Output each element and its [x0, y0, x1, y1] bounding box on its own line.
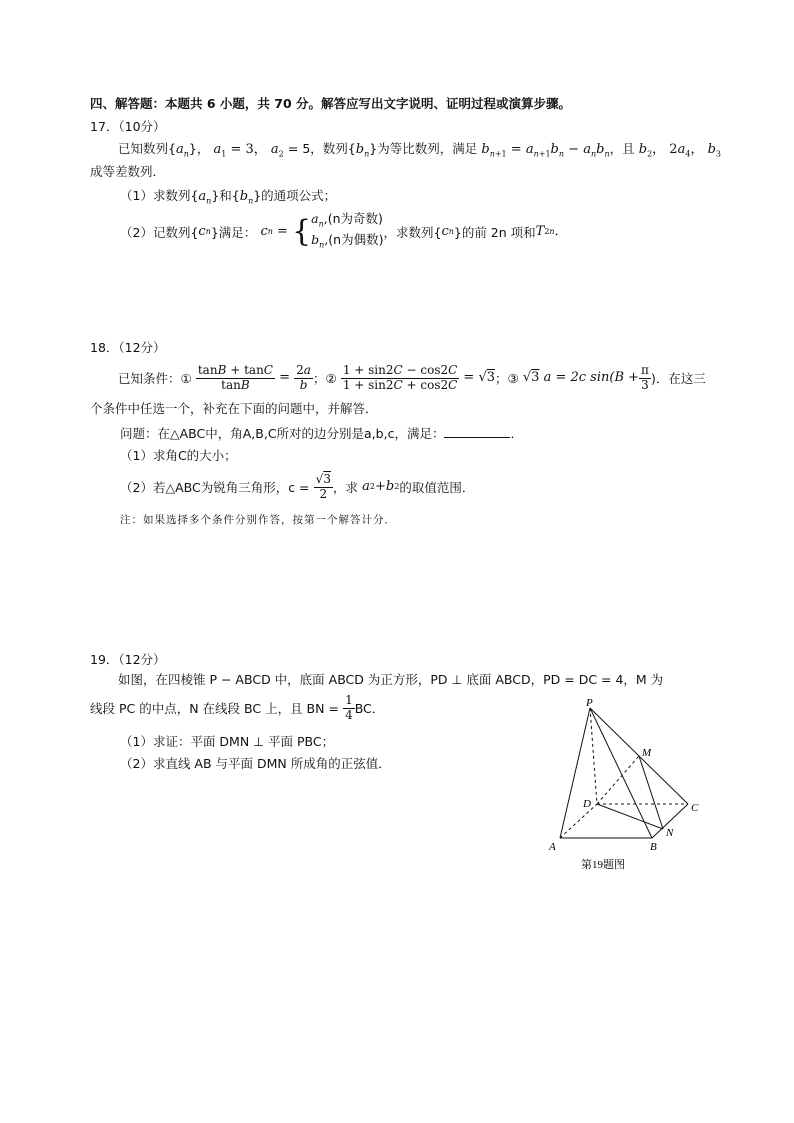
- q19-line1: 如图，在四棱锥 P − ABCD 中，底面 ABCD 为正方形，PD ⊥ 底面 ABCD，PD = DC = 4，M 为: [118, 672, 664, 687]
- q18-number: 18．（12分）: [90, 340, 166, 355]
- q18-part1: （1）求角C的大小；: [120, 448, 237, 463]
- edge-DN: [597, 804, 663, 829]
- q18-part2: （2）若△ABC为锐角三角形，c = $\frac{√3}{2}$ ，求 a 2 + b 2 的取值范围．: [120, 471, 475, 501]
- q17-number: 17．（10分）: [90, 119, 166, 134]
- q18-line2: 个条件中任选一个，补充在下面的问题中，并解答．: [90, 401, 378, 416]
- label-P: P: [586, 698, 593, 709]
- section-heading: 四、解答题：本题共 6 小题，共 70 分。解答应写出文字说明、证明过程或演算步骤。: [90, 96, 572, 111]
- label-A: A: [549, 841, 556, 853]
- label-B: B: [650, 841, 657, 853]
- label-N: N: [666, 827, 674, 839]
- q18-problem: 问题：在△ABC中，角A,B,C所对的边分别是a,b,c，满足： ．: [120, 426, 523, 441]
- edge-AD: [560, 804, 597, 838]
- figure-caption: 第19题图: [581, 859, 625, 871]
- q17-line1: 已知数列$\{a_n\}$， $a_1 = 3$， $a_2 = 5$，数列$\{b_n\}$为等比数列，满足 $b_{n+1} = a_{n+1}b_n - a_nb_n$，且 $b_2$， $2a_4$， $b_3$: [118, 141, 722, 159]
- edge-PD: [590, 708, 597, 804]
- answer-blank: [444, 425, 510, 438]
- q17-part1: （1）求数列$\{a_n\}$和$\{b_n\}$的通项公式；: [120, 188, 337, 206]
- edge-PA: [560, 708, 590, 838]
- q17-line1-end: 成等差数列．: [90, 164, 166, 179]
- pyramid-figure: [540, 698, 710, 873]
- q19-number: 19．（12分）: [90, 652, 166, 667]
- label-C: C: [691, 802, 699, 814]
- q18-note: 注：如果选择多个条件分别作答，按第一个解答计分．: [120, 514, 396, 526]
- label-M: M: [642, 747, 652, 759]
- q19-part2: （2）求直线 AB 与平面 DMN 所成角的正弦值．: [120, 756, 391, 771]
- q19-part1: （1）求证：平面 DMN ⊥ 平面 PBC；: [120, 734, 335, 749]
- edge-PB: [590, 708, 652, 838]
- q19-line2: 线段 PC 的中点，N 在线段 BC 上，且 BN = $\frac{1}{4}$ BC．: [90, 692, 385, 722]
- cond2-fraction: $\frac{1 + \sin 2C - \cos 2C}{1 + \sin 2C + \cos 2C}$: [342, 362, 458, 392]
- cond1-fraction: $\frac{\tan B + \tan C}{\tan B}$: [197, 362, 273, 392]
- q17-part2: （2）记数列{ c n }满足： c n = { $a_n,(n$为奇数) $b_n,(n$为偶数) ，求数列{ c n }的前 2n 项和 T 2n ．: [120, 210, 568, 250]
- q18-conditions: 已知条件：① $\frac{\tan B + \tan C}{\tan B}$ = $\frac{2a}{b}$ ；② $\frac{1 + \sin 2C - \cos 2C}{1 + \sin 2C + \cos 2C}$ = √ 3 ；③ √ 3 a = 2c sin(B + $\frac{\pi}{3}$ )．在这三: [118, 362, 706, 392]
- label-D: D: [583, 798, 591, 810]
